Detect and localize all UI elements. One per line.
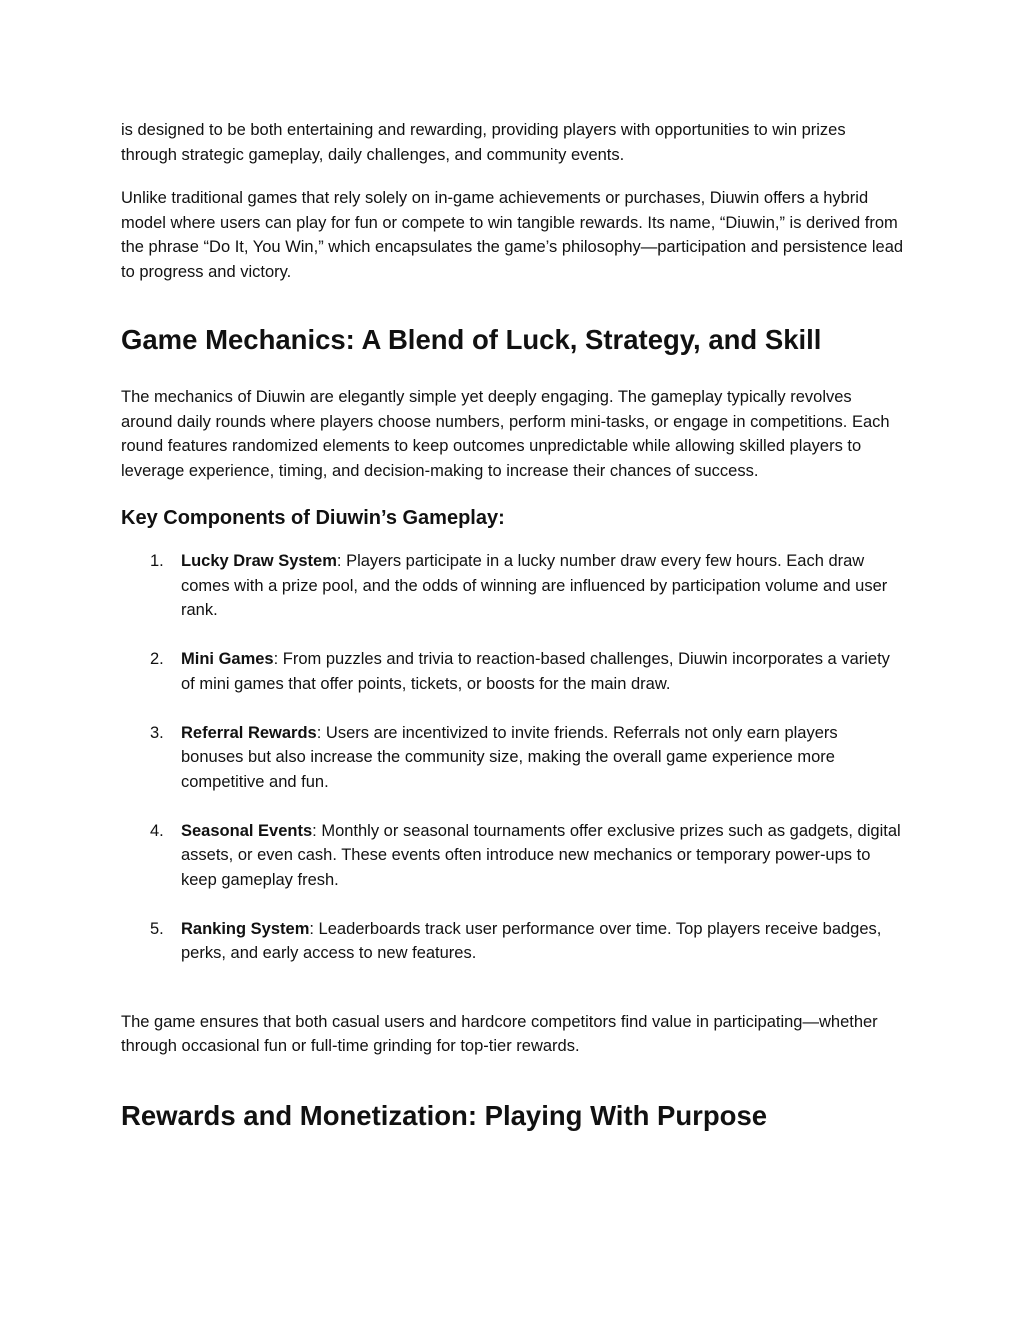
list-item-text: : Monthly or seasonal tournaments offer exclusive prizes such as gadgets, digital assets, or even cash. These events often introduce new mechanics or temporary power-ups to keep gameplay fresh. xyxy=(181,821,901,889)
list-item xyxy=(150,647,904,696)
section-heading-mechanics: Game Mechanics: A Blend of Luck, Strategy, and Skill xyxy=(121,324,822,355)
list-item-number: 3. xyxy=(150,723,164,742)
list-item-text: : Players participate in a lucky number draw every few hours. Each draw comes with a prize pool, and the odds of winning are influenced by participation volume and user rank. xyxy=(181,552,888,619)
list-item xyxy=(150,721,904,795)
section-heading-rewards: Rewards and Monetization: Playing With Purpose xyxy=(121,1099,768,1131)
subsection-heading-components: Key Components of Diuwin’s Gameplay: xyxy=(121,507,505,529)
intro-paragraph-1: is designed to be both entertaining and rewarding, providing players with opportunities to win prizes through strategic gameplay, daily challenges, and community events. xyxy=(121,121,846,164)
list-item-number: 2. xyxy=(150,650,164,668)
list-item-number: 5. xyxy=(150,919,164,938)
list-item-text: : From puzzles and trivia to reaction-based challenges, Diuwin incorporates a variety of mini games that offer points, tickets, or boosts for the main draw. xyxy=(181,650,890,693)
list-item-term: Ranking System xyxy=(181,919,310,938)
list-item-number: 4. xyxy=(150,821,164,840)
components-list xyxy=(121,549,904,966)
list-item xyxy=(150,819,904,893)
list-item-number: 1. xyxy=(150,552,164,570)
list-item xyxy=(150,549,904,623)
mechanics-paragraph: The mechanics of Diuwin are elegantly simple yet deeply engaging. The gameplay typically revolves around daily rounds where players choose numbers, perform mini-tasks, or engage in competitions. Each round features randomized elements to keep outcomes unpredictable while allowing skilled players to leverage experience, timing, and decision-making to increase their chances of success. xyxy=(121,388,890,480)
list-item-text: : Users are incentivized to invite friends. Referrals not only earn players bonuses but also increase the community size, making the overall game experience more competitive and fun. xyxy=(181,723,838,791)
intro-paragraph-2: Unlike traditional games that rely solely on in-game achievements or purchases, Diuwin offers a hybrid model where users can play for fun or compete to win tangible rewards. Its name, “Diuwin,” is derived from the phrase “Do It, You Win,” which encapsulates the game’s philosophy—participation and persistence lead to progress and victory. xyxy=(121,189,904,281)
list-item-term: Referral Rewards xyxy=(181,723,317,742)
list-item xyxy=(150,917,904,966)
list-item-text: : Leaderboards track user performance over time. Top players receive badges, perks, and early access to new features. xyxy=(181,919,882,962)
list-item-term: Seasonal Events xyxy=(181,821,313,840)
mechanics-closing-paragraph: The game ensures that both casual users and hardcore competitors find value in participating—whether through occasional fun or full-time grinding for top-tier rewards. xyxy=(121,1012,878,1055)
list-item-term: Lucky Draw System xyxy=(181,552,337,570)
list-item-term: Mini Games xyxy=(181,650,274,668)
